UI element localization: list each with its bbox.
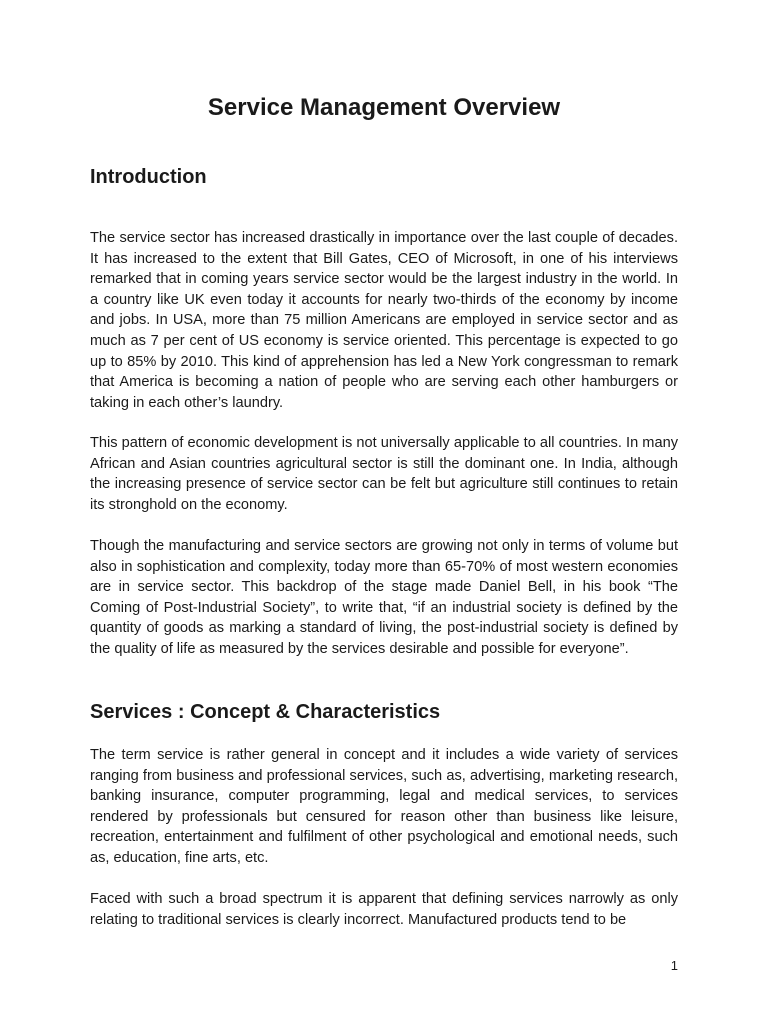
page-number: 1 — [670, 958, 678, 973]
section-heading-introduction: Introduction — [90, 166, 207, 188]
paragraph: Faced with such a broad spectrum it is apparent that defining services narrowly as only relating to traditional services is clearly incorrect. Manufactured products tend to be — [90, 891, 678, 928]
paragraph: This pattern of economic development is not universally applicable to all countries. In many African and Asian countries agricultural sector is still the dominant one. In India, although the increasing presence of service sector can be felt but agriculture still continues to retain its stronghold on the economy. — [90, 435, 678, 513]
section-heading-services-concept: Services : Concept & Characteristics — [90, 701, 441, 723]
paragraph: The term service is rather general in concept and it includes a wide variety of services ranging from business and professional services, such as, advertising, marketing research, banking insurance, computer programming, legal and medical services, to services rendered by professionals but censured for reason other than business like leisure, recreation, entertainment and fulfilment of other psychological and emotional needs, such as, education, fine arts, etc. — [90, 747, 678, 866]
paragraph: The service sector has increased drastically in importance over the last couple of decades. It has increased to the extent that Bill Gates, CEO of Microsoft, in one of his interviews remarked that in coming years service sector would be the largest industry in the world. In a country like UK even today it accounts for nearly two-thirds of the economy by income and jobs. In USA, more than 75 million Americans are employed in service sector and as much as 7 per cent of US economy is service oriented. This percentage is expected to go up to 85% by 2010. This kind of apprehension has led a New York congressman to remark that America is becoming a nation of people who are serving each other hamburgers or taking in each other’s laundry. — [90, 230, 678, 411]
page-title: Service Management Overview — [207, 94, 561, 121]
paragraph: Though the manufacturing and service sectors are growing not only in terms of volume but also in sophistication and complexity, today more than 65-70% of most western economies are in service sector. This backdrop of the stage made Daniel Bell, in his book “The Coming of Post-Industrial Society”, to write that, “if an industrial society is defined by the quantity of goods as marking a standard of living, the post-industrial society is defined by the quality of life as measured by the services desirable and possible for everyone”. — [90, 538, 678, 657]
